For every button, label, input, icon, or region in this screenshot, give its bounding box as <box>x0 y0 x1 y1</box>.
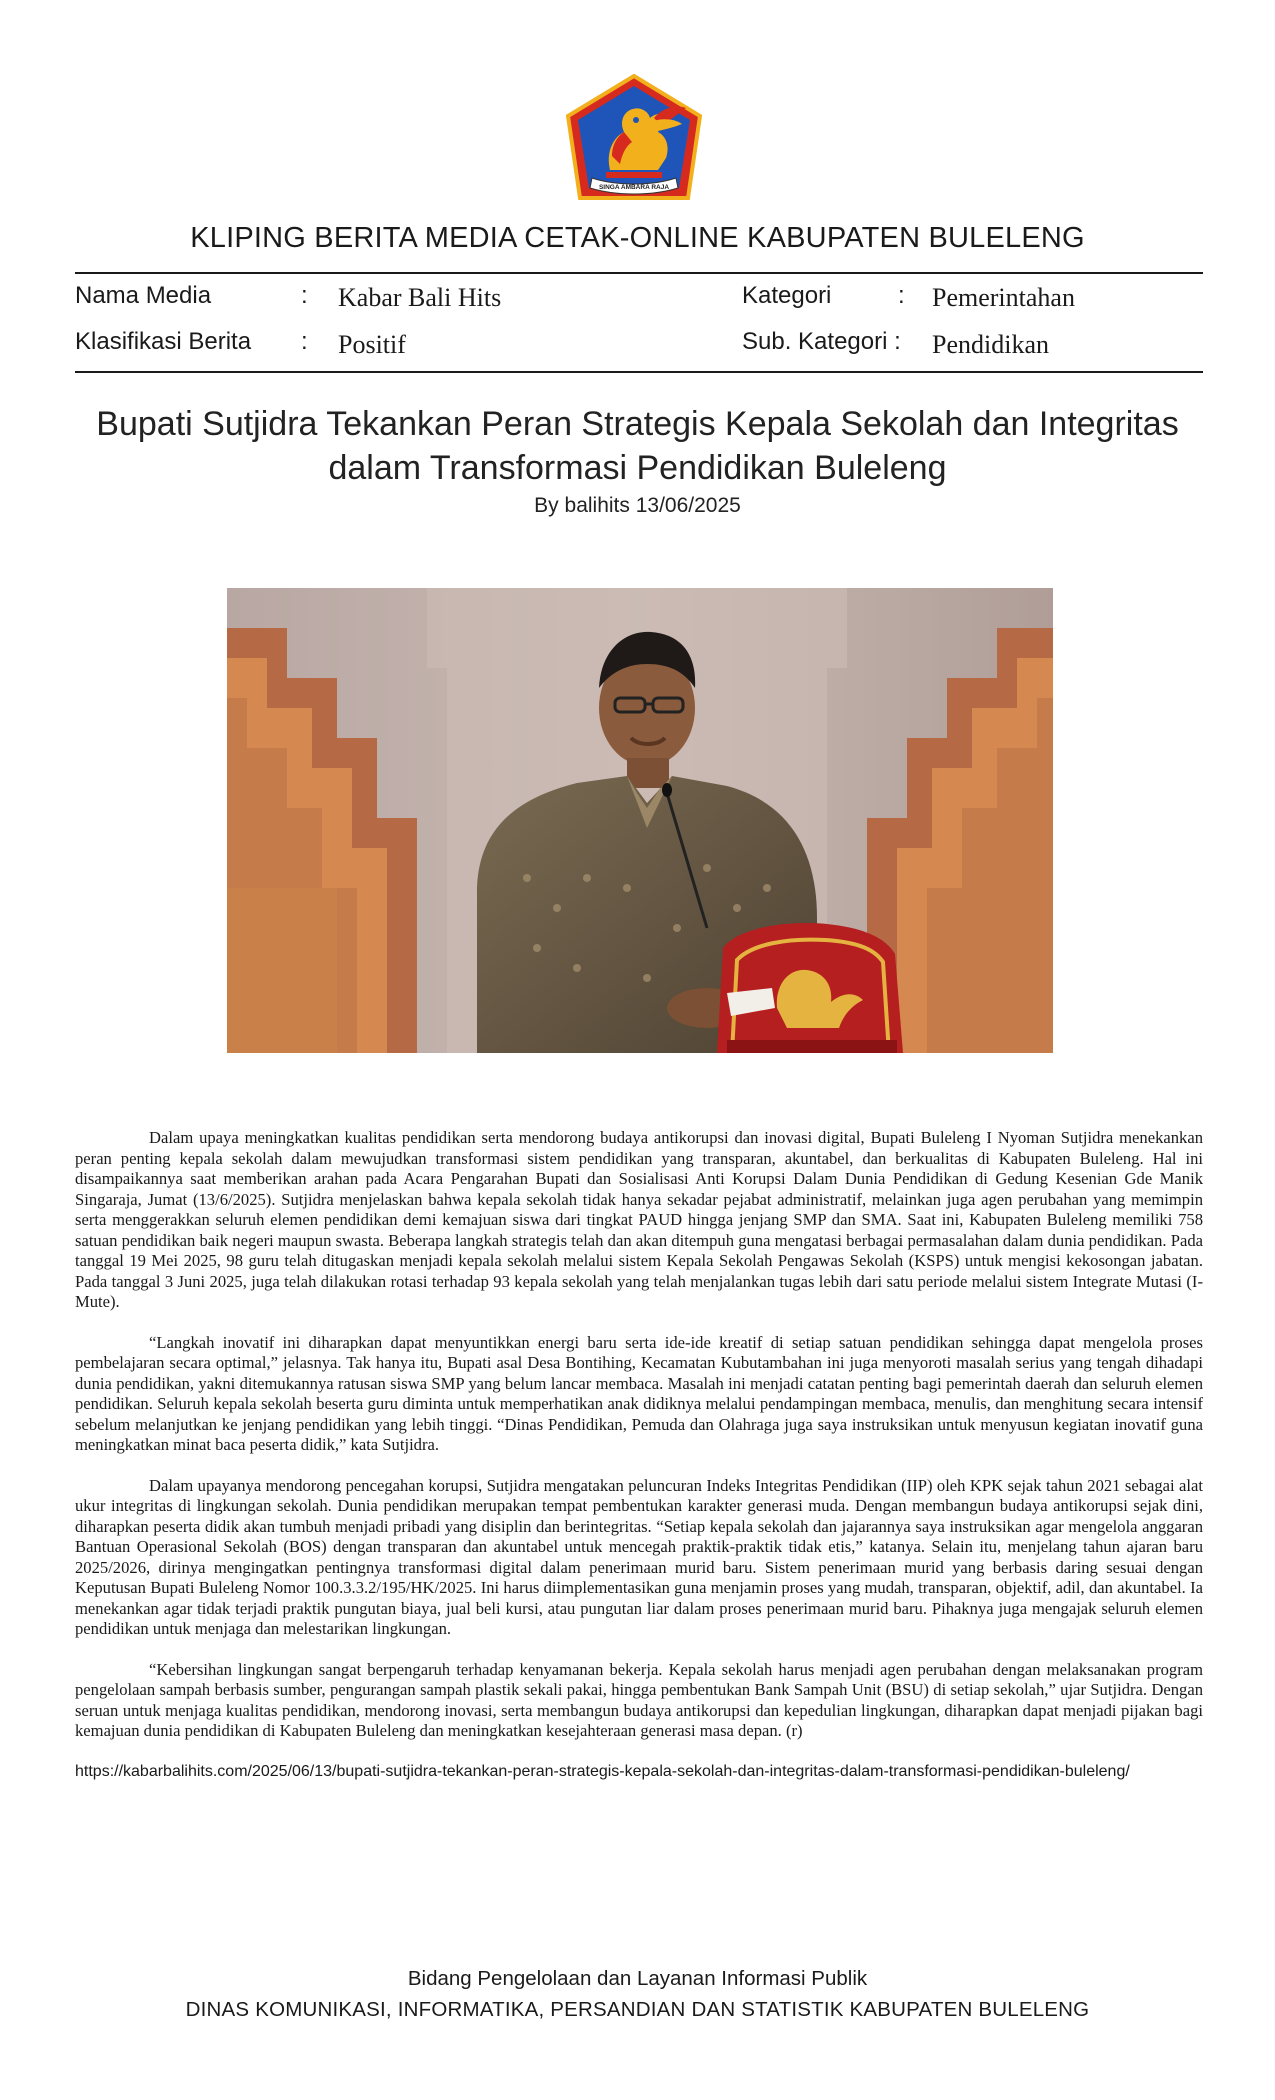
footer-agency: DINAS KOMUNIKASI, INFORMATIKA, PERSANDIAN DAN STATISTIK KABUPATEN BULELENG <box>185 1998 1090 2021</box>
article-paragraph-2: “Langkah inovatif ini diharapkan dapat menyuntikkan energi baru serta ide-ide kreatif di setiap satuan pendidikan sehingga dapat mengelola proses pembelajaran secara optimal,” jelasnya. Tak hanya itu, Bupati asal Desa Bontihing, Kecamatan Kubutambahan ini juga menyoroti masalah serius yang tengah dihadapi dunia pendidikan, yakni ditemukannya ratusan siswa SMP yang belum lancar membaca. Masalah ini menjadi catatan penting bagi pemerintah daerah dan seluruh elemen pendidikan. Seluruh kepala sekolah beserta guru diminta untuk memperhatikan anak didiknya melalui pendampingan membaca, menulis, dan menghitung secara intensif sebelum melanjutkan ke jenjang pendidikan yang lebih tinggi. “Dinas Pendidikan, Pemuda dan Olahraga juga saya instruksikan untuk menyusun kegiatan inovatif guna meningkatkan minat baca peserta didik,” kata Sutjidra. <box>75 1332 1203 1454</box>
clipping-title: KLIPING BERITA MEDIA CETAK-ONLINE KABUPATEN BULELENG <box>190 222 1085 254</box>
media-name-label: Nama Media <box>75 282 212 309</box>
article-paragraph-1: Dalam upaya meningkatkan kualitas pendidikan serta mendorong budaya antikorupsi dan inovasi digital, Bupati Buleleng I Nyoman Sutjidra menekankan peran penting kepala sekolah dalam mewujudkan transformasi sistem pendidikan yang transparan, akuntabel, dan berkualitas di Kabupaten Buleleng. Hal ini disampaikannya saat memberikan arahan pada Acara Pengarahan Bupati dan Sosialisasi Anti Korupsi Dalam Dunia Pendidikan di Gedung Kesenian Gde Manik Singaraja, Jumat (13/6/2025). Sutjidra menjelaskan bahwa kepala sekolah tidak hanya sekadar pejabat administratif, melainkan juga agen perubahan yang memimpin serta menggerakkan seluruh elemen pendidikan demi kemajuan siswa dari tingkat PAUD hingga jenjang SMP dan SMA. Saat ini, Kabupaten Buleleng memiliki 758 satuan pendidikan baik negeri maupun swasta. Beberapa langkah strategis telah dan akan ditempuh guna mengatasi berbagai permasalahan dalam dunia pendidikan. Pada tanggal 19 Mei 2025, 98 guru telah ditugaskan menjadi kepala sekolah melalui sistem Kepala Sekolah Pengawas Sekolah (KSPS) untuk mengisi kekosongan jabatan. Pada tanggal 3 Juni 2025, juga telah dilakukan rotasi terhadap 93 kepala sekolah yang telah menjalankan tugas lebih dari satu periode melalui sistem Integrate Mutasi (I-Mute). <box>75 1128 1203 1311</box>
headline-line-2: dalam Transformasi Pendidikan Buleleng <box>328 449 947 487</box>
article-paragraph-3: Dalam upayanya mendorong pencegahan korupsi, Sutjidra mengatakan peluncuran Indeks Integritas Pendidikan (IIP) oleh KPK sejak tahun 2021 sebagai alat ukur integritas di lingkungan sekolah. Dunia pendidikan merupakan tempat pembentukan karakter generasi muda. Dengan membangun budaya antikorupsi sejak dini, diharapkan peserta didik akan tumbuh menjadi pribadi yang disiplin dan berintegritas. “Setiap kepala sekolah dan jajarannya saya instruksikan agar mengelola anggaran Bantuan Operasional Sekolah (BOS) dengan transparan dan akuntabel untuk mencegah praktik-praktik tidak etis,” katanya. Selain itu, menjelang tahun ajaran baru 2025/2026, dirinya mengingatkan pentingnya transformasi digital dalam penerimaan murid baru. Sistem penerimaan murid yang berbasis daring sesuai dengan Keputusan Bupati Buleleng Nomor 100.3.3.2/195/HK/2025. Ini harus diimplementasikan guna menjamin proses yang mudah, transparan, objektif, adil, dan akuntabel. Ia menekankan agar tidak terjadi praktik pungutan biaya, jual beli kursi, atau pungutan liar dalam proses penerimaan murid baru. Pihaknya juga mengajak seluruh elemen pendidikan untuk menjaga dan melestarikan lingkungan. <box>75 1475 1203 1638</box>
classification-value: Positif <box>338 330 406 359</box>
header-rule-bottom <box>75 371 1203 373</box>
emblem-graphic <box>566 74 702 202</box>
emblem-motto: SINGA AMBARA RAJA <box>598 184 670 191</box>
article-body <box>75 1128 1203 1802</box>
headline-line-1: Bupati Sutjidra Tekankan Peran Strategis Kepala Sekolah dan Integritas <box>96 405 1179 443</box>
category-value: Pemerintahan <box>932 283 1075 312</box>
classification-label: Klasifikasi Berita <box>75 328 252 355</box>
category-label: Kategori <box>742 282 832 309</box>
source-url[interactable]: https://kabarbalihits.com/2025/06/13/bupati-sutjidra-tekankan-peran-strategis-kepala-sekolah-dan-integritas-dalam-transformasi-pendidikan-buleleng/ <box>75 1762 1130 1780</box>
sub-category-value: Pendidikan <box>932 330 1049 359</box>
article-paragraph-4: “Kebersihan lingkungan sangat berpengaruh terhadap kenyamanan bekerja. Kepala sekolah harus menjadi agen perubahan dengan melaksanakan program pengelolaan sampah berbasis sumber, pengurangan sampah plastik sekali pakai, hingga pembentukan Bank Sampah Unit (BSU) di setiap sekolah,” ujar Sutjidra. Dengan seruan untuk menjaga kualitas pendidikan, mendorong inovasi, serta membangun budaya antikorupsi dan kepedulian lingkungan, diharapkan dapat menjadi pijakan bagi kemajuan dunia pendidikan di Kabupaten Buleleng dan meningkatkan kesejahteraan generasi masa depan. (r) <box>75 1659 1203 1740</box>
article-photo <box>227 588 1053 1053</box>
sub-category-label: Sub. Kategori : <box>742 328 901 355</box>
header-rule-top <box>75 272 1203 274</box>
buleleng-regency-emblem <box>566 74 702 202</box>
article-headline <box>75 402 1200 490</box>
category-colon: : <box>898 282 905 309</box>
classification-colon: : <box>301 328 308 355</box>
media-name-value: Kabar Bali Hits <box>338 283 502 312</box>
media-name-colon: : <box>301 282 308 309</box>
article-byline: By balihits 13/06/2025 <box>534 494 741 517</box>
footer-division: Bidang Pengelolaan dan Layanan Informasi Publik <box>407 1967 868 1990</box>
photo-illustration <box>227 588 1053 1053</box>
